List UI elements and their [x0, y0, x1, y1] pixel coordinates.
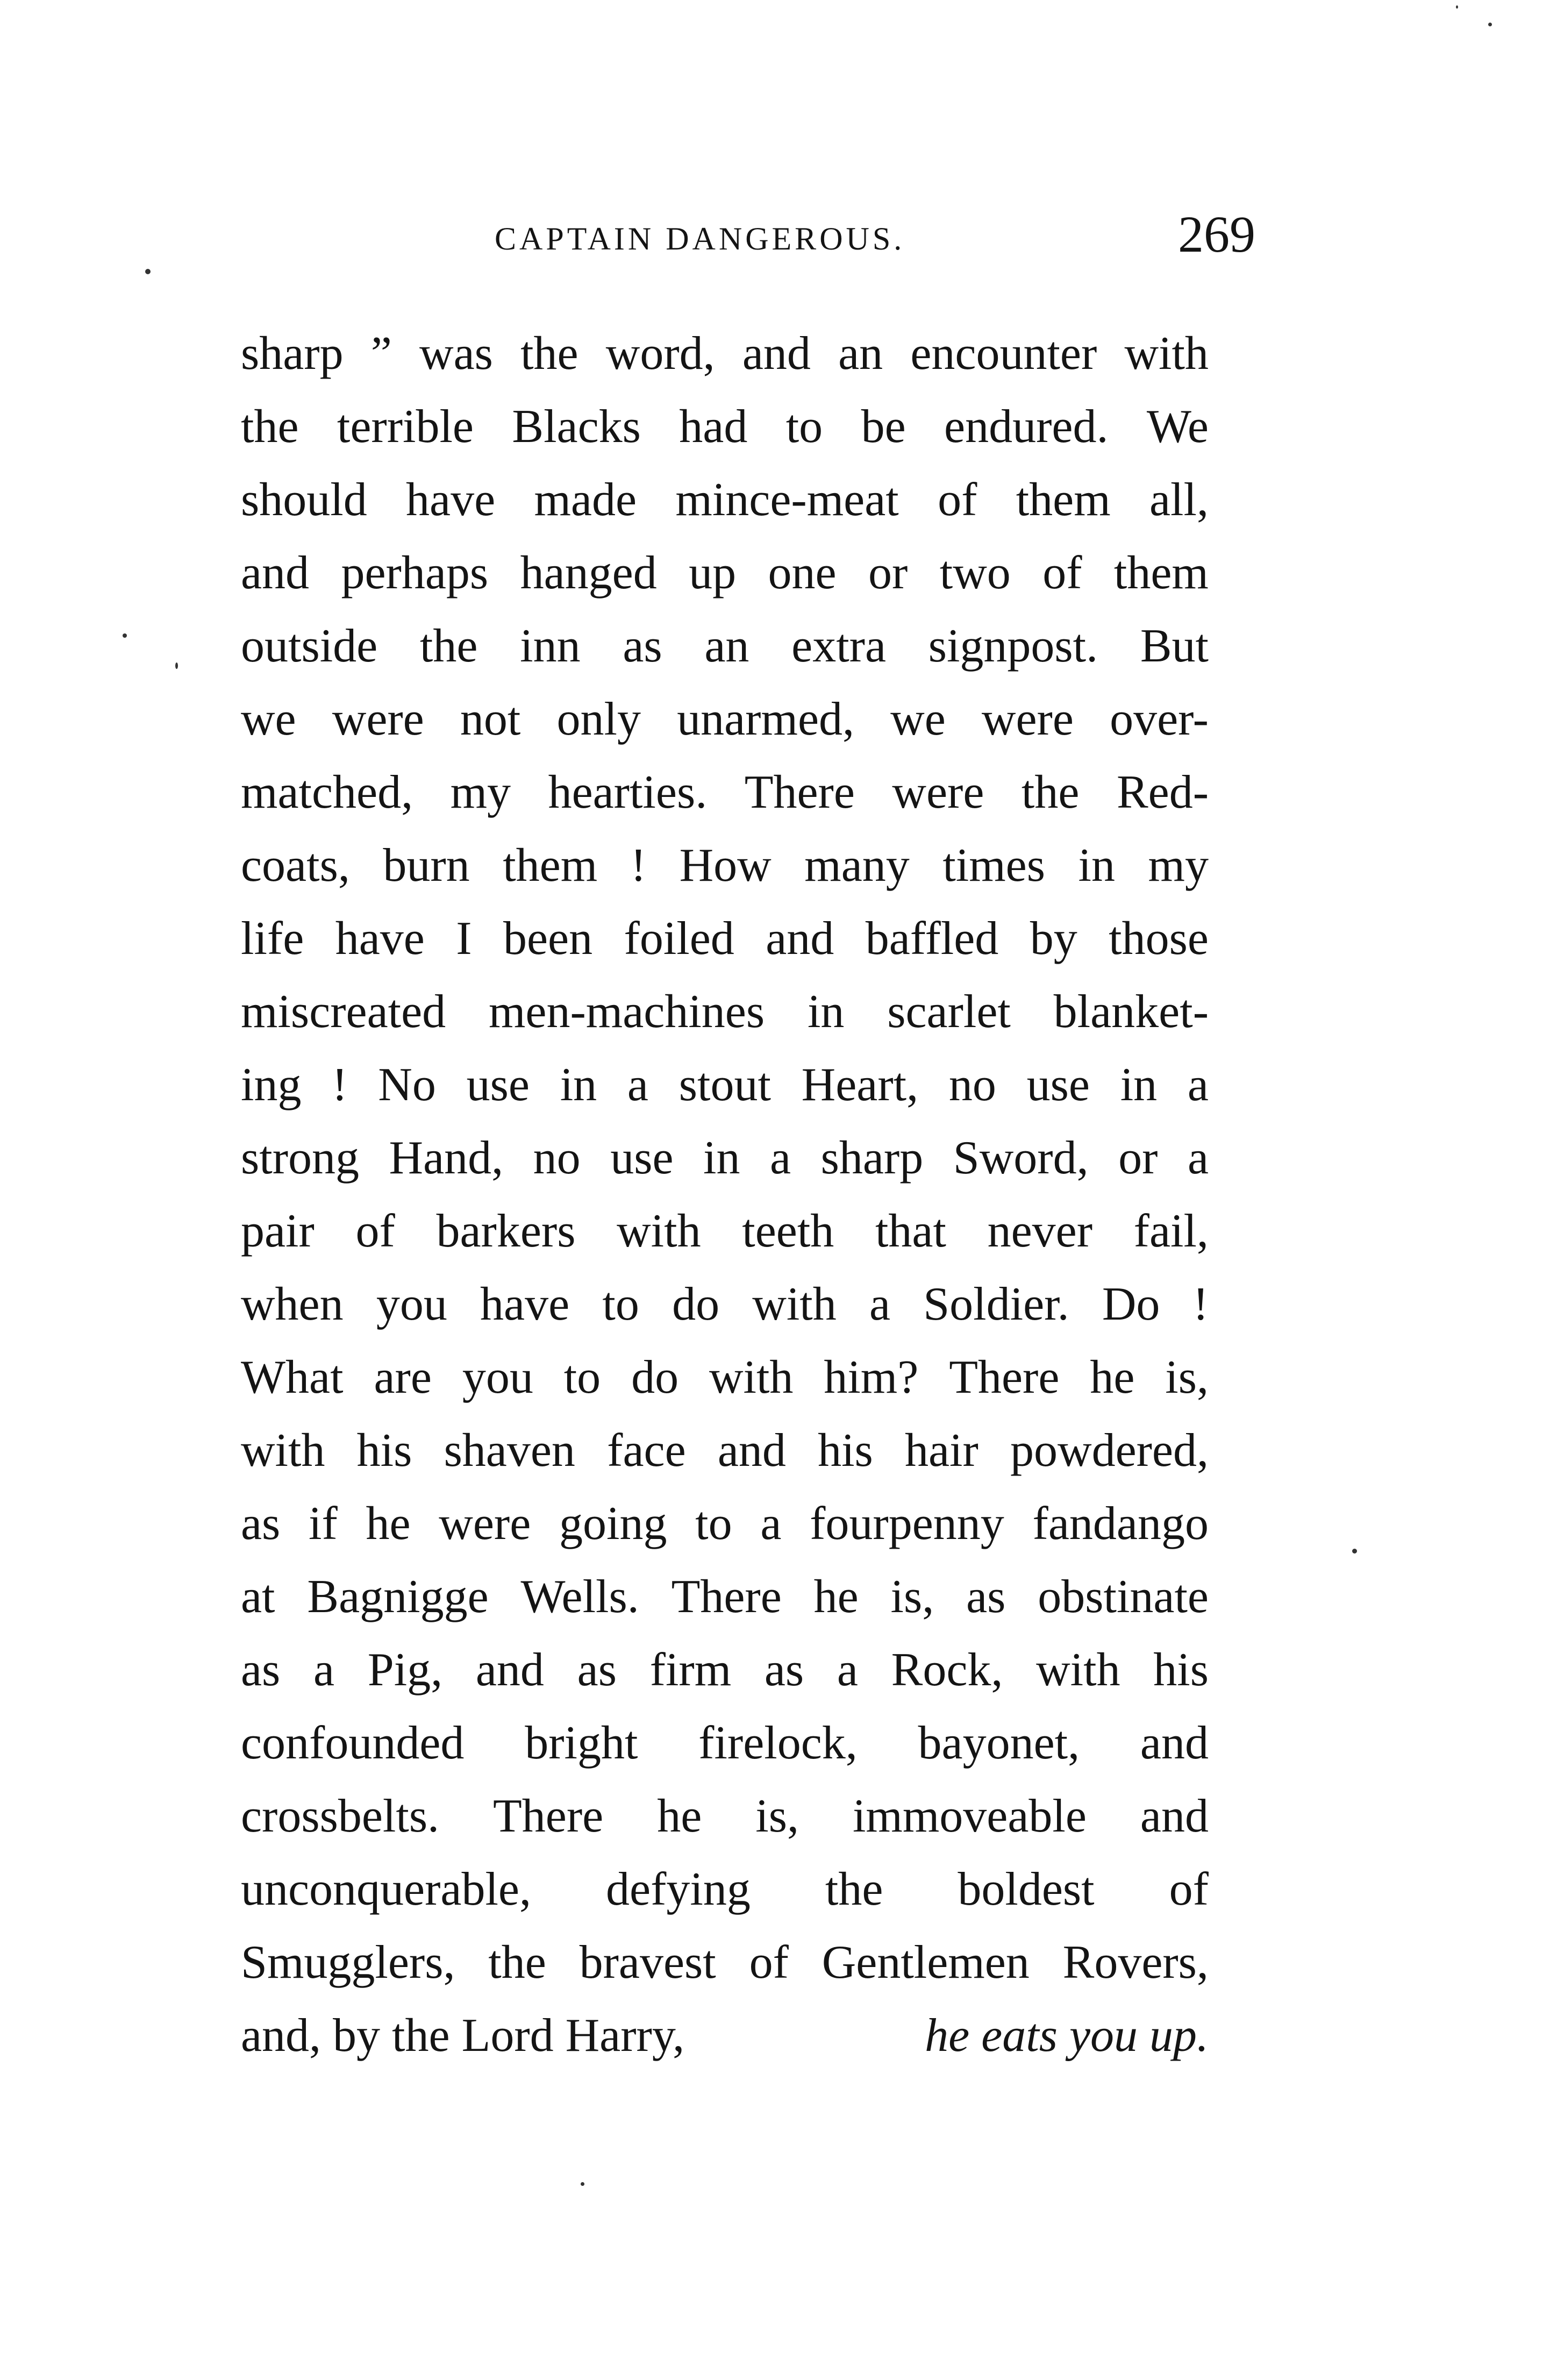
text-line	[241, 1268, 1209, 1341]
word: and	[766, 913, 834, 965]
word: as	[577, 1644, 617, 1696]
word: by	[1030, 913, 1077, 965]
word: use	[1026, 1059, 1090, 1111]
word: signpost.	[928, 620, 1098, 672]
word: are	[374, 1351, 432, 1403]
word: should	[241, 474, 367, 526]
word: Blacks	[512, 401, 641, 453]
word: never	[987, 1205, 1092, 1257]
word: he	[657, 1790, 702, 1842]
word: one	[768, 547, 837, 599]
text-line	[241, 537, 1209, 610]
word: stout	[678, 1059, 771, 1111]
word: a	[760, 1498, 782, 1550]
word: face	[607, 1424, 686, 1477]
scan-speck	[175, 662, 178, 669]
last-text-line	[241, 1999, 1209, 2072]
word: word,	[605, 327, 715, 380]
word: of	[1169, 1863, 1209, 1915]
word: them	[503, 839, 598, 892]
text-line	[241, 1487, 1209, 1560]
word: them	[1016, 474, 1111, 526]
word: in	[1078, 839, 1115, 892]
word: We	[1146, 401, 1209, 453]
word: Rovers,	[1062, 1936, 1209, 1989]
word: those	[1109, 913, 1209, 965]
word: ”	[370, 327, 392, 380]
text-line	[241, 1560, 1209, 1634]
scan-speck	[123, 633, 127, 638]
word: sharp	[241, 327, 344, 380]
word: was	[419, 327, 493, 380]
word: have	[335, 913, 425, 965]
text-line	[241, 1634, 1209, 1707]
word: or	[1118, 1132, 1158, 1184]
word: There	[744, 766, 855, 818]
word: perhaps	[341, 547, 489, 599]
word: !	[630, 839, 647, 892]
word: barkers	[436, 1205, 576, 1257]
word: Gentlemen	[822, 1936, 1030, 1989]
word: no	[533, 1132, 581, 1184]
word: been	[503, 913, 593, 965]
word: !	[332, 1059, 348, 1111]
running-head	[237, 204, 1255, 280]
word: immoveable	[852, 1790, 1087, 1842]
word: fail,	[1133, 1205, 1209, 1257]
word: if	[309, 1498, 338, 1550]
word: !	[1192, 1278, 1209, 1330]
word: bravest	[579, 1936, 716, 1989]
word: hair	[905, 1424, 979, 1477]
word: with	[617, 1205, 701, 1257]
word: bayonet,	[918, 1717, 1080, 1769]
last-line-roman: and, by the Lord Harry,	[241, 2010, 685, 2062]
word: I	[456, 913, 472, 965]
word: and	[1140, 1717, 1209, 1769]
text-line	[241, 1707, 1209, 1780]
word: Smugglers,	[241, 1936, 455, 1989]
word: were	[892, 766, 984, 818]
word: or	[868, 547, 908, 599]
word: crossbelts.	[241, 1790, 440, 1842]
word: he	[1090, 1351, 1135, 1403]
text-line	[241, 317, 1209, 390]
word: hearties.	[548, 766, 708, 818]
word: were	[439, 1498, 531, 1550]
word: as	[764, 1644, 804, 1696]
word: were	[981, 693, 1074, 745]
word: But	[1140, 620, 1209, 672]
word: to	[695, 1498, 732, 1550]
text-line	[241, 1414, 1209, 1487]
word: the	[825, 1863, 883, 1915]
word: firm	[649, 1644, 732, 1696]
text-line	[241, 756, 1209, 829]
word: in	[703, 1132, 740, 1184]
word: be	[861, 401, 906, 453]
word: inn	[520, 620, 581, 672]
word: to	[785, 401, 823, 453]
word: unarmed,	[677, 693, 854, 745]
word: a	[869, 1278, 891, 1330]
word: Red-	[1116, 766, 1209, 818]
word: times	[942, 839, 1045, 892]
word: a	[313, 1644, 335, 1696]
word: as	[623, 620, 662, 672]
word: them	[1113, 547, 1209, 599]
body-text	[241, 317, 1209, 2072]
text-line	[241, 902, 1209, 975]
word: at	[241, 1571, 275, 1623]
word: teeth	[742, 1205, 834, 1257]
word: you	[376, 1278, 447, 1330]
word: a	[837, 1644, 858, 1696]
word: hanged	[520, 547, 657, 599]
word: we	[890, 693, 946, 745]
word: that	[875, 1205, 946, 1257]
word: fourpenny	[810, 1498, 1004, 1550]
scan-speck	[1456, 5, 1458, 9]
word: unconquerable,	[241, 1863, 531, 1915]
text-line	[241, 390, 1209, 464]
word: defying	[606, 1863, 751, 1915]
word: Bagnigge	[307, 1571, 489, 1623]
word: mince-meat	[675, 474, 899, 526]
word: ing	[241, 1059, 302, 1111]
word: Hand,	[389, 1132, 504, 1184]
text-line	[241, 829, 1209, 902]
word: in	[1120, 1059, 1158, 1111]
text-line	[241, 610, 1209, 683]
text-line	[241, 1780, 1209, 1853]
scan-speck	[1488, 23, 1492, 26]
word: No	[378, 1059, 436, 1111]
word: with	[1036, 1644, 1120, 1696]
word: had	[679, 401, 748, 453]
word: have	[480, 1278, 570, 1330]
word: the	[241, 401, 299, 453]
word: Rock,	[891, 1644, 1003, 1696]
text-line	[241, 1049, 1209, 1122]
word: with	[752, 1278, 837, 1330]
word: a	[1187, 1132, 1209, 1184]
word: a	[627, 1059, 648, 1111]
word: Sword,	[953, 1132, 1089, 1184]
word: he	[366, 1498, 411, 1550]
word: a	[1187, 1059, 1209, 1111]
word: no	[948, 1059, 996, 1111]
word: only	[556, 693, 641, 745]
running-title: CAPTAIN DANGEROUS.	[495, 221, 905, 256]
word: he	[813, 1571, 859, 1623]
word: and	[742, 327, 811, 380]
text-line	[241, 464, 1209, 537]
word: There	[671, 1571, 782, 1623]
word: my	[1148, 839, 1209, 892]
word: and	[717, 1424, 786, 1477]
word: life	[241, 913, 304, 965]
word: How	[679, 839, 772, 892]
word: made	[534, 474, 637, 526]
word: to	[563, 1351, 601, 1403]
word: as	[241, 1644, 281, 1696]
word: Heart,	[801, 1059, 919, 1111]
word: with	[709, 1351, 794, 1403]
word: his	[818, 1424, 873, 1477]
word: an	[838, 327, 883, 380]
word: in	[560, 1059, 597, 1111]
word: miscreated	[241, 986, 446, 1038]
word: is,	[1165, 1351, 1209, 1403]
scan-speck	[581, 2182, 584, 2186]
word: have	[406, 474, 496, 526]
word: endured.	[944, 401, 1109, 453]
word: Pig,	[367, 1644, 443, 1696]
word: There	[493, 1790, 604, 1842]
word: my	[450, 766, 511, 818]
word: outside	[241, 620, 378, 672]
word: use	[466, 1059, 530, 1111]
scan-speck	[145, 269, 151, 274]
word: we	[241, 693, 296, 745]
word: encounter	[910, 327, 1097, 380]
word: as	[241, 1498, 281, 1550]
word: of	[749, 1936, 789, 1989]
word: in	[807, 986, 845, 1038]
word: when	[241, 1278, 344, 1330]
word: of	[938, 474, 977, 526]
word: firelock,	[698, 1717, 858, 1769]
word: do	[631, 1351, 679, 1403]
word: and	[475, 1644, 544, 1696]
word: foiled	[624, 913, 734, 965]
word: an	[704, 620, 749, 672]
word: extra	[791, 620, 887, 672]
word: obstinate	[1038, 1571, 1209, 1623]
scan-speck	[1352, 1549, 1357, 1554]
word: with	[241, 1424, 325, 1477]
word: Do	[1102, 1278, 1160, 1330]
word: not	[460, 693, 521, 745]
text-line	[241, 1853, 1209, 1926]
word: men-machines	[488, 986, 765, 1038]
word: were	[332, 693, 424, 745]
word: the	[1021, 766, 1080, 818]
word: him?	[824, 1351, 919, 1403]
word: What	[241, 1351, 344, 1403]
word: use	[610, 1132, 674, 1184]
word: and	[241, 547, 310, 599]
word: matched,	[241, 766, 413, 818]
word: blanket-	[1053, 986, 1209, 1038]
word: strong	[241, 1132, 359, 1184]
word: sharp	[820, 1132, 924, 1184]
word: many	[804, 839, 910, 892]
page-number: 269	[1178, 205, 1255, 263]
word: coats,	[241, 839, 350, 892]
word: the	[419, 620, 478, 672]
word: with	[1124, 327, 1209, 380]
word: baffled	[865, 913, 999, 965]
word: a	[770, 1132, 791, 1184]
word: you	[462, 1351, 533, 1403]
word: confounded	[241, 1717, 465, 1769]
word: as	[966, 1571, 1006, 1623]
word: burn	[383, 839, 470, 892]
word: and	[1140, 1790, 1209, 1842]
word: over-	[1110, 693, 1209, 745]
word: up	[689, 547, 737, 599]
word: his	[356, 1424, 412, 1477]
last-line-italic: he eats you up.	[925, 2010, 1209, 2062]
word: fandango	[1032, 1498, 1209, 1550]
word: two	[939, 547, 1011, 599]
word: terrible	[337, 401, 474, 453]
word: powdered,	[1010, 1424, 1209, 1477]
word: shaven	[444, 1424, 575, 1477]
word: all,	[1149, 474, 1209, 526]
word: scarlet	[887, 986, 1011, 1038]
word: boldest	[958, 1863, 1095, 1915]
word: the	[488, 1936, 546, 1989]
word: to	[602, 1278, 639, 1330]
word: is,	[890, 1571, 934, 1623]
text-line	[241, 975, 1209, 1049]
word: There	[949, 1351, 1060, 1403]
text-line	[241, 1195, 1209, 1268]
text-line	[241, 1122, 1209, 1195]
word: the	[520, 327, 578, 380]
word: of	[355, 1205, 395, 1257]
text-line	[241, 1926, 1209, 1999]
word: Wells.	[520, 1571, 639, 1623]
word: his	[1153, 1644, 1209, 1696]
word: is,	[755, 1790, 799, 1842]
word: Soldier.	[923, 1278, 1069, 1330]
word: going	[559, 1498, 667, 1550]
word: bright	[525, 1717, 638, 1769]
text-line	[241, 1341, 1209, 1414]
word: pair	[241, 1205, 315, 1257]
text-line	[241, 683, 1209, 756]
word: do	[672, 1278, 720, 1330]
word: of	[1042, 547, 1082, 599]
